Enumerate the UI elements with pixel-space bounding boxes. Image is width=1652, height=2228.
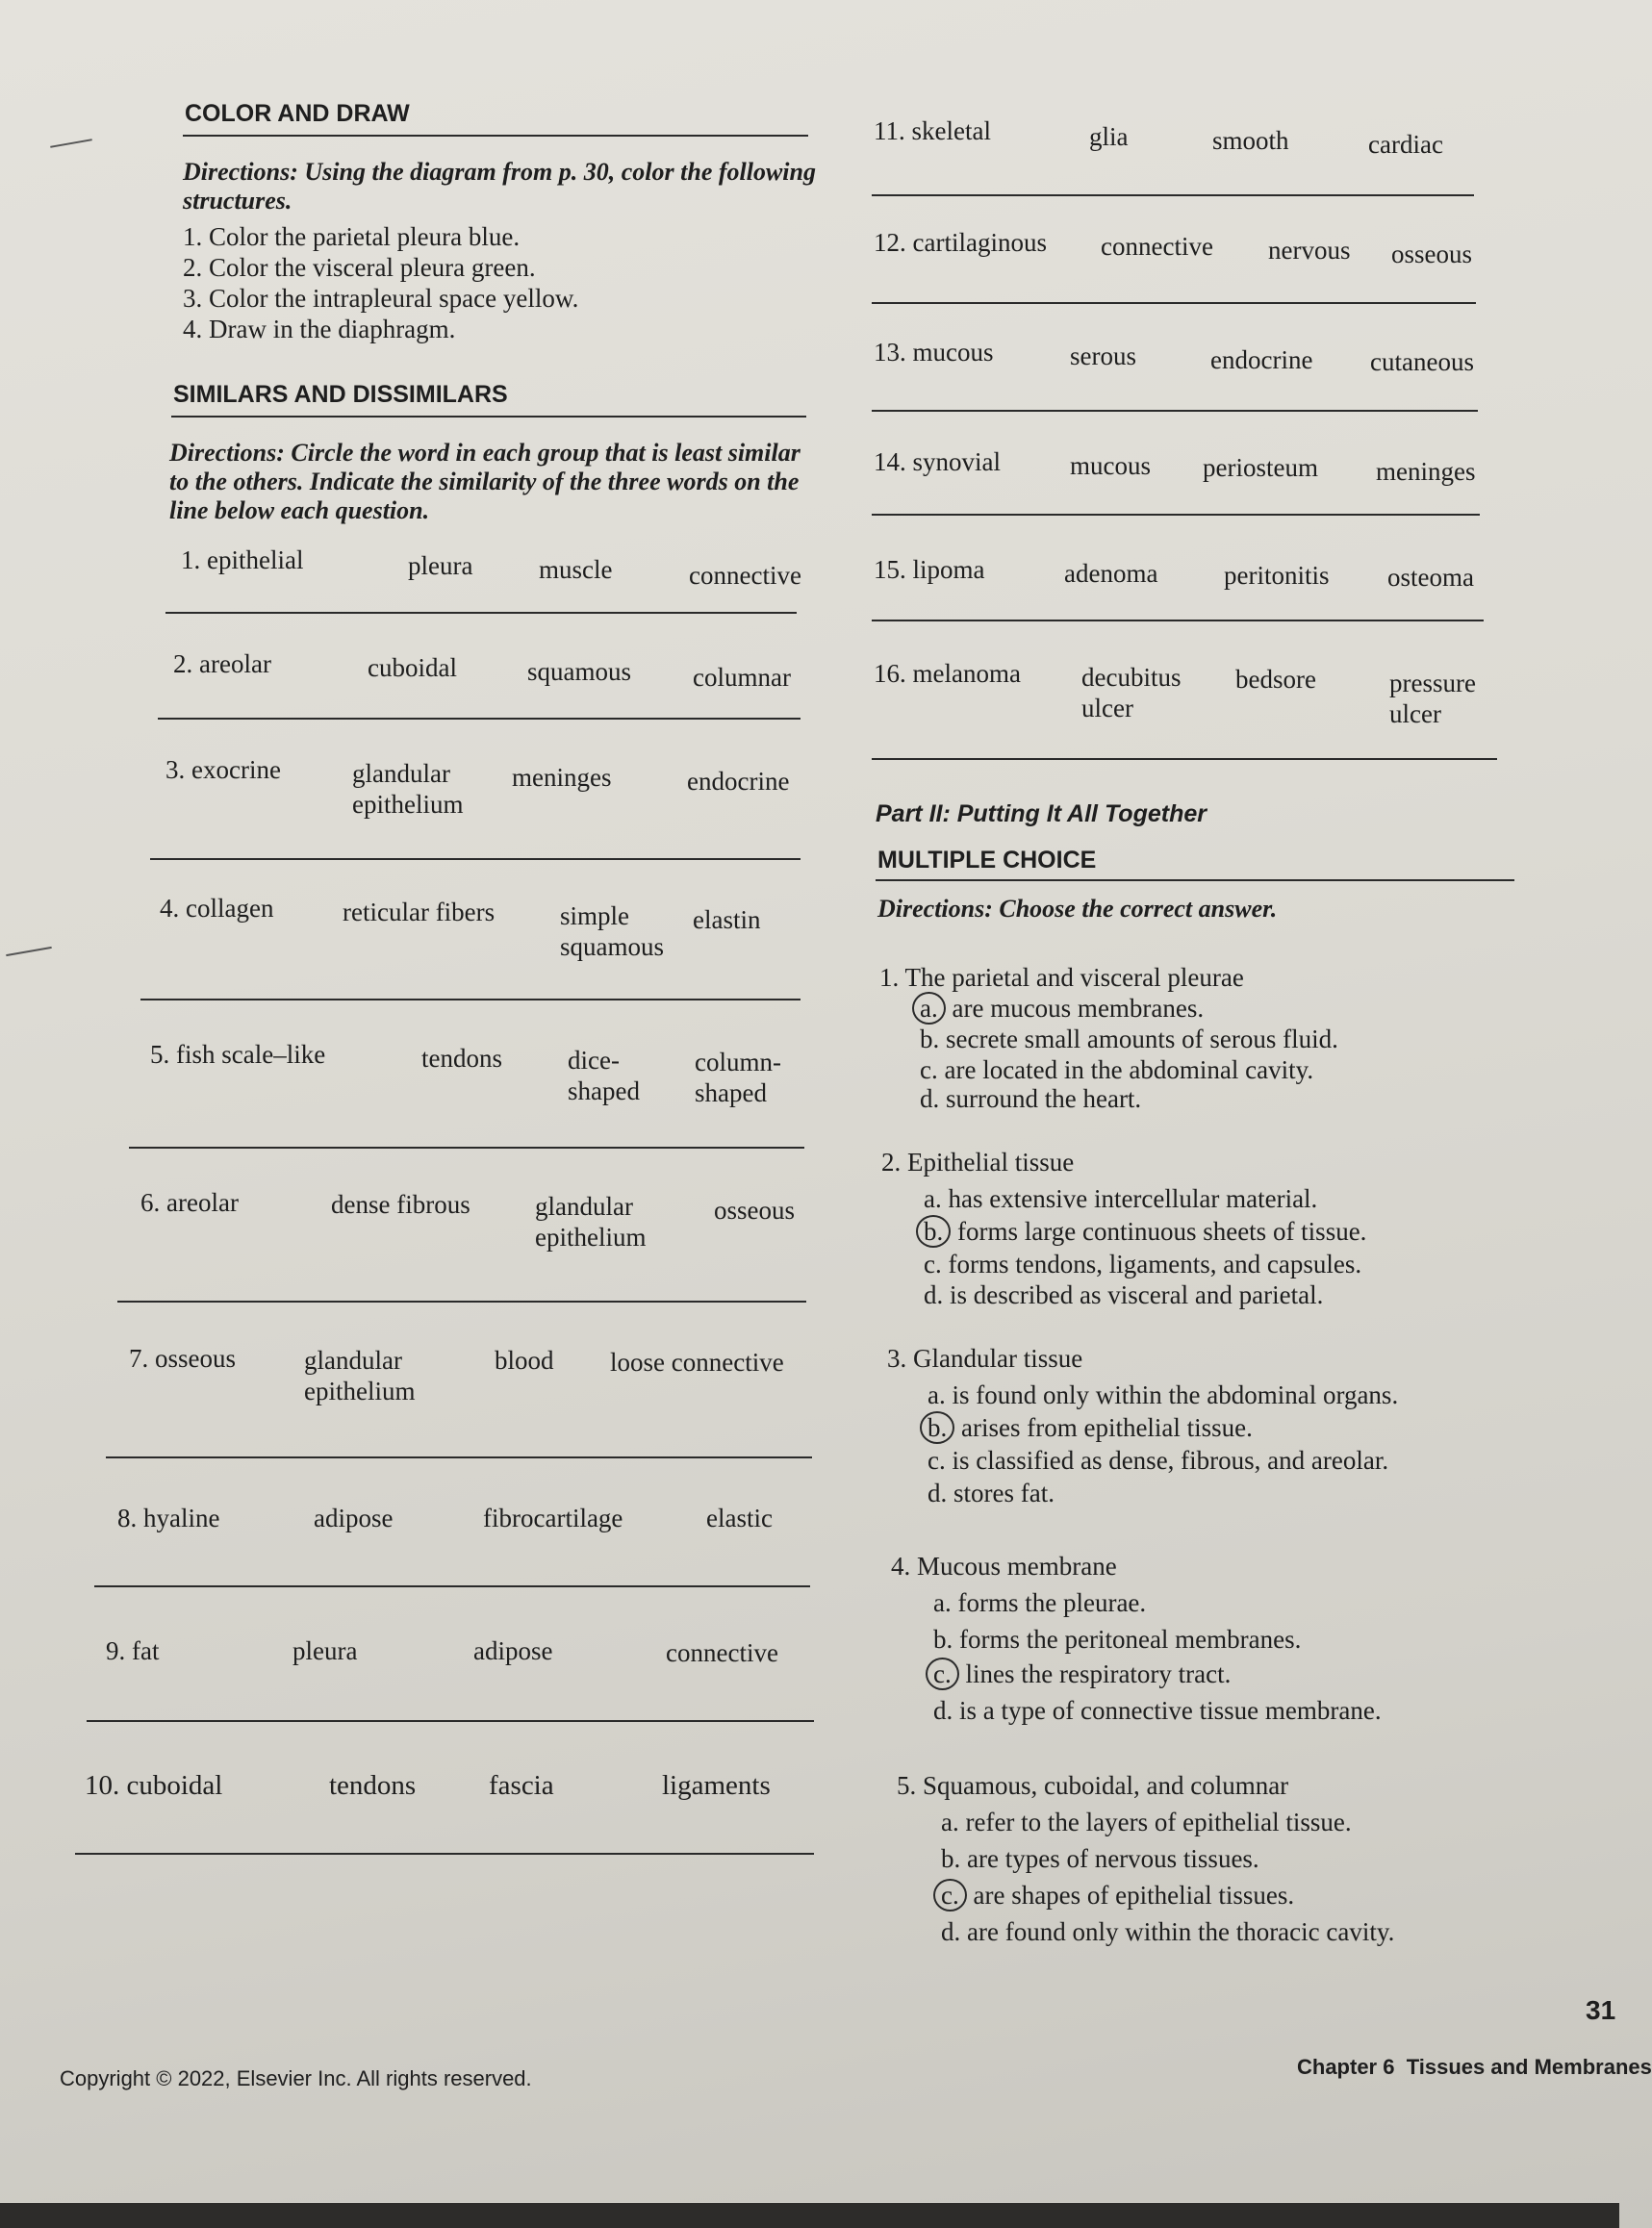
mc-heading: MULTIPLE CHOICE [877,847,1097,873]
heading-rule [183,135,808,137]
answer-line[interactable] [872,302,1476,304]
mc-q3-stem: 3. Glandular tissue [887,1344,1083,1373]
q8-word-2[interactable]: adipose [314,1504,394,1532]
similars-directions: Directions: Circle the word in each group that is least similar to the others. Indicate the similarity of the three words on the line below each question. [169,439,801,524]
q12-word-4[interactable]: osseous [1391,240,1473,268]
q8-word-3[interactable]: fibrocartilage [483,1504,623,1532]
mc-q2-option-c[interactable]: c. forms tendons, ligaments, and capsules. [924,1250,1362,1279]
q6-word-4[interactable]: osseous [714,1196,796,1225]
q1-word-3[interactable]: muscle [539,555,613,584]
answer-line[interactable] [165,612,797,614]
mc-q5-option-b[interactable]: b. are types of nervous tissues. [941,1844,1259,1873]
mc-q5-stem: 5. Squamous, cuboidal, and columnar [897,1771,1289,1800]
q14-word-2[interactable]: mucous [1070,451,1151,480]
q13-word-3[interactable]: endocrine [1210,345,1313,374]
mc-q5-option-c[interactable]: c. are shapes of epithelial tissues. [941,1880,1294,1911]
q6-word-1[interactable]: 6. areolar [140,1188,239,1217]
q5-word-4[interactable]: column-shaped [695,1048,781,1107]
answer-line[interactable] [94,1585,810,1587]
color-draw-directions: Directions: Using the diagram from p. 30, color the following structures. [183,158,816,215]
answer-line[interactable] [87,1720,814,1722]
q11-word-1[interactable]: 11. skeletal [874,116,991,145]
q13-word-2[interactable]: serous [1070,342,1136,370]
q9-word-3[interactable]: adipose [473,1636,553,1665]
mc-q4-stem: 4. Mucous membrane [891,1552,1117,1581]
q2-word-1[interactable]: 2. areolar [173,649,271,678]
mc-q1-option-d[interactable]: d. surround the heart. [920,1084,1142,1113]
q15-word-4[interactable]: osteoma [1387,563,1474,592]
q15-word-2[interactable]: adenoma [1064,559,1158,588]
q11-word-3[interactable]: smooth [1212,126,1289,155]
part-title: Part II: Putting It All Together [876,800,1207,827]
mc-q1-option-b[interactable]: b. secrete small amounts of serous fluid. [920,1025,1338,1053]
copyright: Copyright © 2022, Elsevier Inc. All rights reserved. [60,2066,532,2090]
q5-word-3[interactable]: dice-shaped [568,1046,640,1105]
mc-q3-option-c[interactable]: c. is classified as dense, fibrous, and areolar. [928,1446,1389,1475]
answer-line[interactable] [872,514,1480,516]
q11-word-4[interactable]: cardiac [1368,130,1443,159]
heading-rule [171,416,806,418]
mc-q4-option-a[interactable]: a. forms the pleurae. [933,1588,1147,1617]
mc-q3-option-d[interactable]: d. stores fat. [928,1479,1055,1507]
q11-word-2[interactable]: glia [1089,122,1129,151]
answer-circle: a. [912,992,946,1025]
q12-word-1[interactable]: 12. cartilaginous [874,228,1047,257]
q4-word-2[interactable]: reticular fibers [343,898,496,926]
answer-circle: c. [926,1658,959,1690]
q16-word-1[interactable]: 16. melanoma [874,659,1021,688]
q7-word-1[interactable]: 7. osseous [129,1344,237,1373]
q16-word-4[interactable]: pressure ulcer [1389,669,1476,728]
mc-q1-option-c[interactable]: c. are located in the abdominal cavity. [920,1055,1314,1084]
mc-q2-option-b[interactable]: b. forms large continuous sheets of tissue. [924,1216,1366,1247]
q9-word-4[interactable]: connective [666,1638,778,1667]
answer-line[interactable] [872,194,1474,196]
similars-heading: SIMILARS AND DISSIMILARS [173,381,508,408]
q5-word-2[interactable]: tendons [421,1044,502,1073]
q7-word-2[interactable]: glandular epithelium [304,1346,416,1405]
answer-line[interactable] [140,999,801,1000]
color-item-1: 1. Color the parietal pleura blue. [183,222,521,251]
q6-word-3[interactable]: glandular epithelium [535,1192,647,1252]
mc-q2-option-d[interactable]: d. is described as visceral and parietal. [924,1280,1324,1309]
q9-word-1[interactable]: 9. fat [106,1636,160,1665]
q4-word-4[interactable]: elastin [693,905,761,934]
q7-word-4[interactable]: loose connective [610,1348,784,1377]
color-item-4: 4. Draw in the diaphragm. [183,315,456,343]
mc-q5-option-a[interactable]: a. refer to the layers of epithelial tissue. [941,1808,1352,1836]
q2-word-2[interactable]: cuboidal [368,653,457,682]
q12-word-3[interactable]: nervous [1268,236,1351,265]
answer-line[interactable] [117,1301,806,1303]
q4-word-1[interactable]: 4. collagen [160,894,274,923]
answer-line[interactable] [872,620,1484,621]
q9-word-2[interactable]: pleura [292,1636,358,1665]
pencil-mark [50,139,92,148]
q1-word-4[interactable]: connective [689,561,801,590]
mc-q1-stem: 1. The parietal and visceral pleurae [879,963,1244,992]
page-bottom-edge [0,2203,1619,2228]
q10-word-1[interactable]: 10. cuboidal [85,1770,223,1801]
q10-word-3[interactable]: fascia [489,1770,554,1801]
q7-word-3[interactable]: blood [495,1346,554,1375]
color-item-2: 2. Color the visceral pleura green. [183,253,536,282]
q3-word-1[interactable]: 3. exocrine [165,755,281,784]
q15-word-3[interactable]: peritonitis [1224,561,1330,590]
q14-word-3[interactable]: periosteum [1203,453,1318,482]
answer-circle: b. [916,1215,951,1248]
q8-word-1[interactable]: 8. hyaline [117,1504,220,1532]
answer-line[interactable] [75,1853,814,1855]
q13-word-1[interactable]: 13. mucous [874,338,994,367]
answer-line[interactable] [150,858,801,860]
q14-word-4[interactable]: meninges [1376,457,1476,486]
answer-line[interactable] [872,758,1497,760]
chapter-label: Chapter 6 Tissues and Membranes [1297,2055,1652,2079]
color-draw-heading: COLOR AND DRAW [185,100,410,127]
mc-q1-option-a[interactable]: a. are mucous membranes. [920,993,1204,1024]
answer-line[interactable] [106,1456,812,1458]
mc-q2-option-a[interactable]: a. has extensive intercellular material. [924,1184,1318,1213]
q3-word-3[interactable]: meninges [512,763,612,792]
q3-word-4[interactable]: endocrine [687,767,790,796]
mc-q2-stem: 2. Epithelial tissue [881,1148,1075,1177]
q16-word-2[interactable]: decubitus ulcer [1081,663,1182,722]
q4-word-3[interactable]: simple squamous [560,901,664,961]
answer-line[interactable] [158,718,801,720]
pencil-mark [6,947,52,956]
heading-rule [876,879,1514,881]
q2-word-3[interactable]: squamous [527,657,631,686]
mc-q3-option-a[interactable]: a. is found only within the abdominal organs. [928,1380,1399,1409]
mc-directions: Directions: Choose the correct answer. [877,895,1278,923]
q15-word-1[interactable]: 15. lipoma [874,555,985,584]
q13-word-4[interactable]: cutaneous [1370,347,1474,376]
q14-word-1[interactable]: 14. synovial [874,447,1001,476]
q1-word-2[interactable]: pleura [408,551,473,580]
q12-word-2[interactable]: connective [1101,232,1213,261]
color-item-3: 3. Color the intrapleural space yellow. [183,284,579,313]
answer-circle: c. [933,1879,967,1912]
q16-word-3[interactable]: bedsore [1235,665,1316,694]
q10-word-2[interactable]: tendons [329,1770,417,1801]
mc-q4-option-b[interactable]: b. forms the peritoneal membranes. [933,1625,1302,1654]
q3-word-2[interactable]: glandular epithelium [352,759,464,819]
q1-word-1[interactable]: 1. epithelial [181,545,304,574]
answer-line[interactable] [872,410,1478,412]
mc-q3-option-b[interactable]: b. arises from epithelial tissue. [928,1412,1253,1443]
q2-word-4[interactable]: columnar [693,663,791,692]
q10-word-4[interactable]: ligaments [662,1770,771,1801]
q6-word-2[interactable]: dense fibrous [331,1190,470,1219]
mc-q5-option-d[interactable]: d. are found only within the thoracic cavity. [941,1917,1395,1946]
mc-q4-option-d[interactable]: d. is a type of connective tissue membrane. [933,1696,1382,1725]
q5-word-1[interactable]: 5. fish scale–like [150,1040,326,1069]
q8-word-4[interactable]: elastic [706,1504,773,1532]
answer-line[interactable] [129,1147,804,1149]
page-number: 31 [1586,1995,1616,2025]
answer-circle: b. [920,1411,954,1444]
mc-q4-option-c[interactable]: c. lines the respiratory tract. [933,1658,1231,1689]
